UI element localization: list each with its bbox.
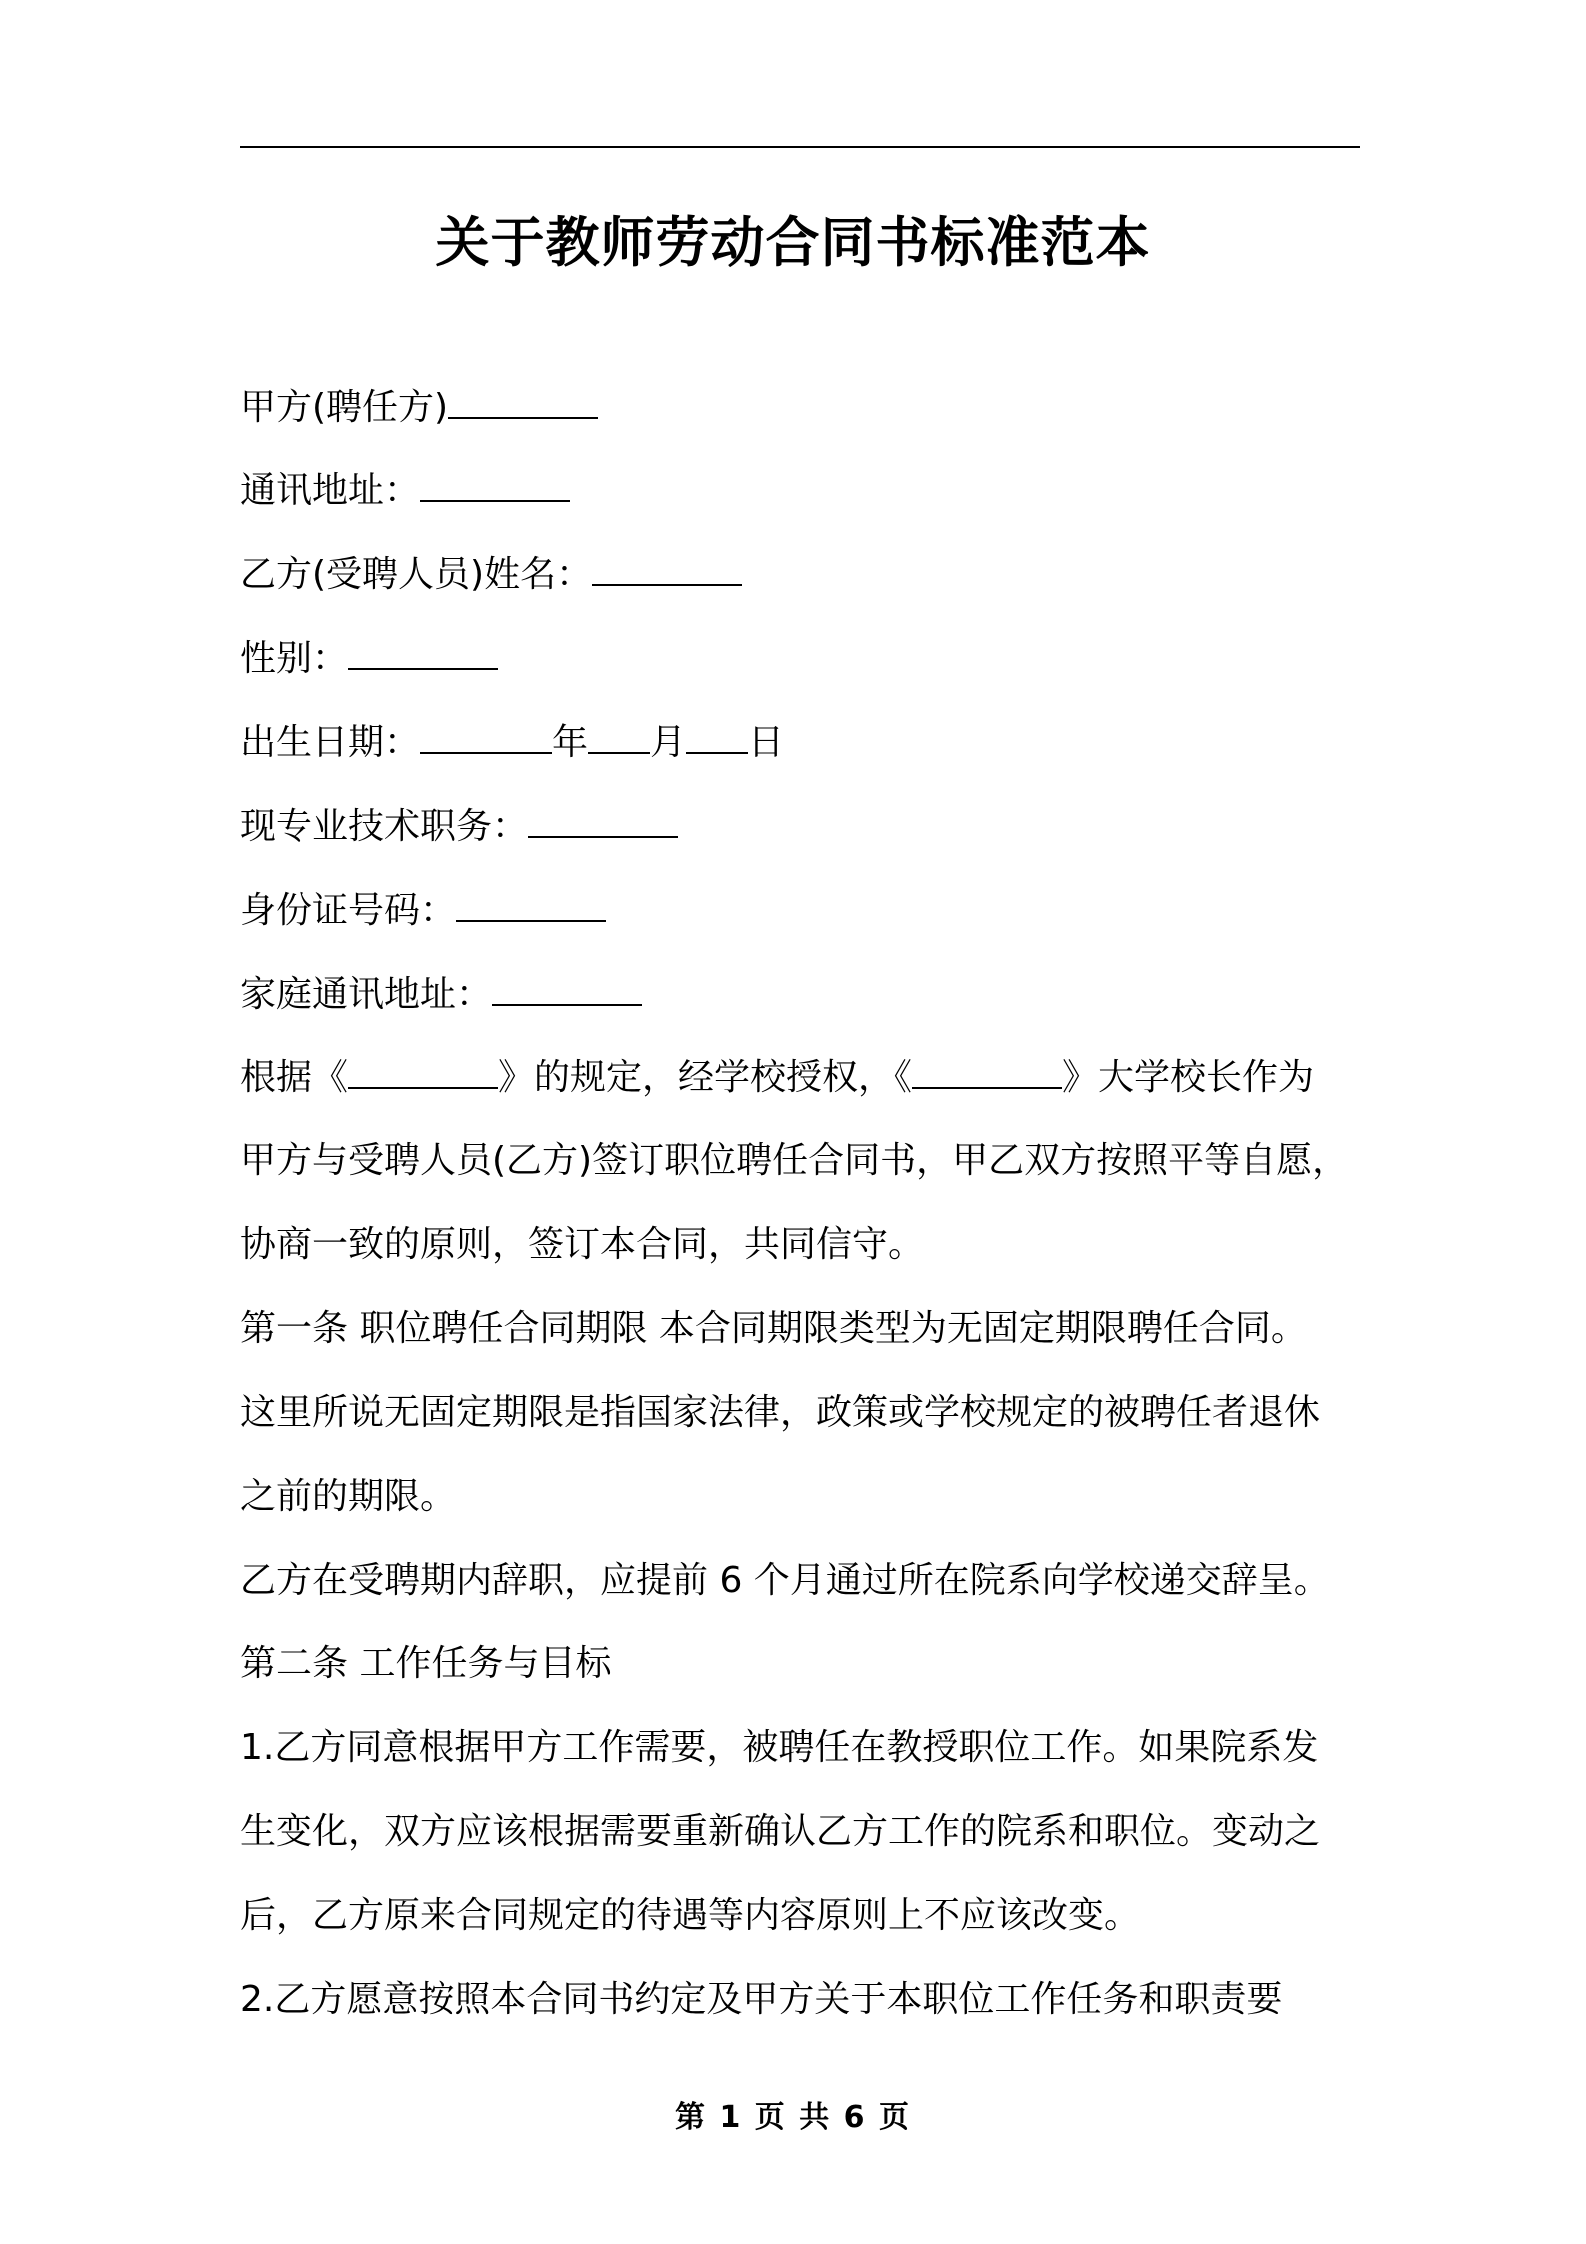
field-address-label: 通讯地址：: [240, 470, 421, 511]
law-name-blank: [348, 1053, 498, 1089]
article1-line-3: 之前的期限。: [240, 1476, 457, 1517]
field-home-address-label: 家庭通讯地址：: [240, 974, 493, 1015]
address-blank: [420, 466, 570, 502]
id-number-blank: [456, 886, 606, 922]
article2-heading: 第二条 工作任务与目标: [240, 1643, 612, 1684]
field-party-a: [240, 383, 598, 432]
field-gender-label: 性别：: [240, 638, 349, 679]
home-address-blank: [492, 970, 642, 1006]
title-position-blank: [528, 802, 678, 838]
field-party-b-name: [240, 550, 742, 599]
field-home-address: [240, 970, 642, 1019]
field-title-position-label: 现专业技术职务：: [240, 806, 529, 847]
field-party-a-label: 甲方(聘任方): [240, 387, 449, 428]
birth-year-blank: [420, 718, 552, 754]
article2-item1-line-2: 生变化，双方应该根据需要重新确认乙方工作的院系和职位。变动之: [240, 1811, 1321, 1852]
field-party-b-name-label: 乙方(受聘人员)姓名：: [240, 554, 593, 595]
field-title-position: [240, 802, 678, 851]
party-a-blank: [448, 383, 598, 419]
article1-line-1: 第一条 职位聘任合同期限 本合同期限类型为无固定期限聘任合同。: [240, 1308, 1307, 1349]
article1-line-2: 这里所说无固定期限是指国家法律，政策或学校规定的被聘任者退休: [240, 1392, 1321, 1433]
university-name-blank: [912, 1053, 1062, 1089]
preamble-p1-c: 》大学校长作为: [1062, 1057, 1315, 1098]
preamble-line-1: [240, 1053, 1314, 1102]
page-number: 第 1 页 共 6 页: [675, 2100, 911, 2135]
birth-month-blank: [588, 718, 650, 754]
field-birth-label: 出生日期：: [240, 722, 421, 763]
preamble-p1-b: 》的规定，经学校授权，《: [498, 1057, 913, 1098]
field-birth-date: [240, 718, 784, 767]
preamble-p1-a: 根据《: [240, 1057, 349, 1098]
gender-blank: [348, 634, 498, 670]
document-title: 关于教师劳动合同书标准范本: [435, 211, 1151, 274]
article2-item1-line-1: 1.乙方同意根据甲方工作需要，被聘任在教授职位工作。如果院系发: [240, 1727, 1319, 1768]
birth-day-blank: [686, 718, 748, 754]
preamble-line-2: 甲方与受聘人员(乙方)签订职位聘任合同书，甲乙双方按照平等自愿，: [240, 1140, 1349, 1181]
birth-year-label: 年: [552, 722, 589, 763]
birth-month-label: 月: [650, 722, 687, 763]
field-id-number-label: 身份证号码：: [240, 890, 457, 931]
birth-day-label: 日: [748, 722, 785, 763]
header-rule: [240, 146, 1360, 148]
article1-line-4: 乙方在受聘期内辞职，应提前 6 个月通过所在院系向学校递交辞呈。: [240, 1560, 1330, 1601]
field-address: [240, 466, 570, 515]
party-b-name-blank: [592, 550, 742, 586]
article2-item2-line-1: 2.乙方愿意按照本合同书约定及甲方关于本职位工作任务和职责要: [240, 1979, 1283, 2020]
field-gender: [240, 634, 498, 683]
article2-item1-line-3: 后，乙方原来合同规定的待遇等内容原则上不应该改变。: [240, 1895, 1141, 1936]
preamble-line-3: 协商一致的原则，签订本合同，共同信守。: [240, 1224, 925, 1265]
field-id-number: [240, 886, 606, 935]
